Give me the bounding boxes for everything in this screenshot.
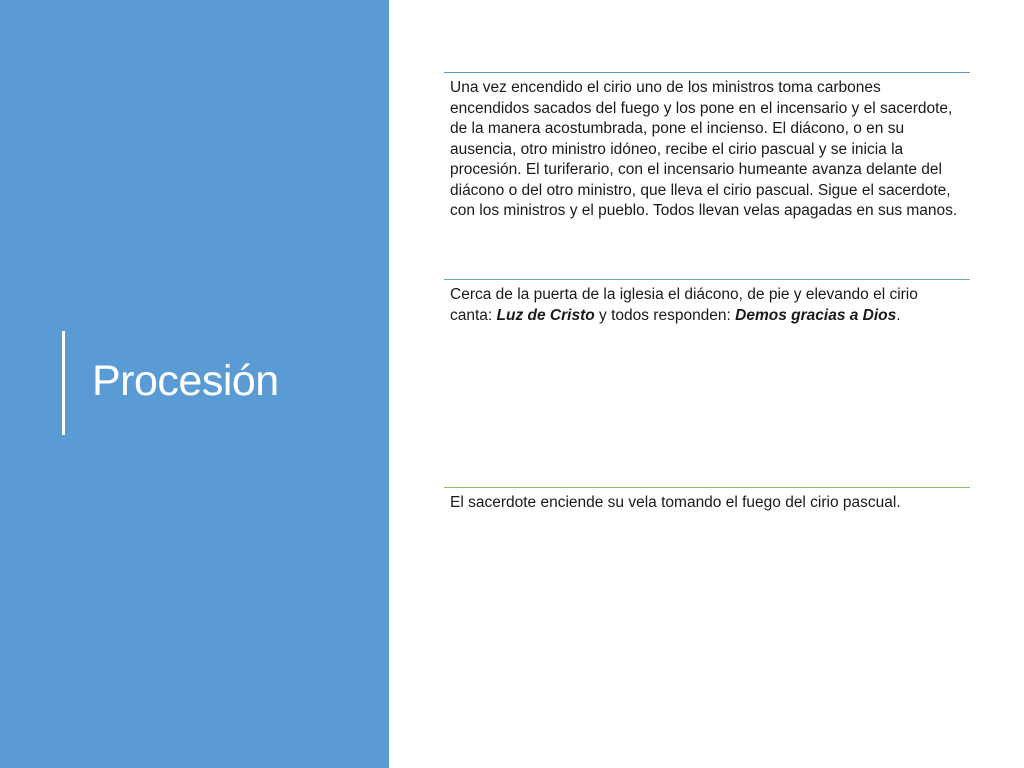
item-text: Una vez encendido el cirio uno de los ministros toma carbones encendidos sacados del fuego y los pone en el incensario y el sacerdote, de la manera acostumbrada, pone el incienso. El diácono, o en su ausencia, otro ministro idóneo, recibe el cirio pascual y se inicia la procesión. El turiferario, con el incensario humeante avanza delante del diácono o del otro ministro, que lleva el cirio pascual. Sigue el sacerdote, con los ministros y el pueblo. Todos llevan velas apagadas en sus manos.	[450, 79, 958, 219]
slide-title: Procesión	[92, 357, 279, 405]
title-panel	[0, 0, 389, 768]
list-item	[444, 487, 970, 547]
item-text	[450, 285, 964, 326]
list-item	[444, 72, 970, 279]
item-text-part: y todos responden:	[594, 306, 736, 324]
emphasis-demos-gracias: Demos gracias a Dios	[735, 306, 897, 324]
item-text-part: Cerca de la puerta de la iglesia el diácono, de pie y elevando el cirio canta:	[450, 286, 918, 324]
title-accent-bar	[62, 331, 65, 435]
item-text: El sacerdote enciende su vela tomando el fuego del cirio pascual.	[450, 494, 901, 511]
item-text-part: .	[896, 306, 901, 324]
emphasis-luz-de-cristo: Luz de Cristo	[496, 306, 595, 324]
list-item	[444, 279, 970, 487]
